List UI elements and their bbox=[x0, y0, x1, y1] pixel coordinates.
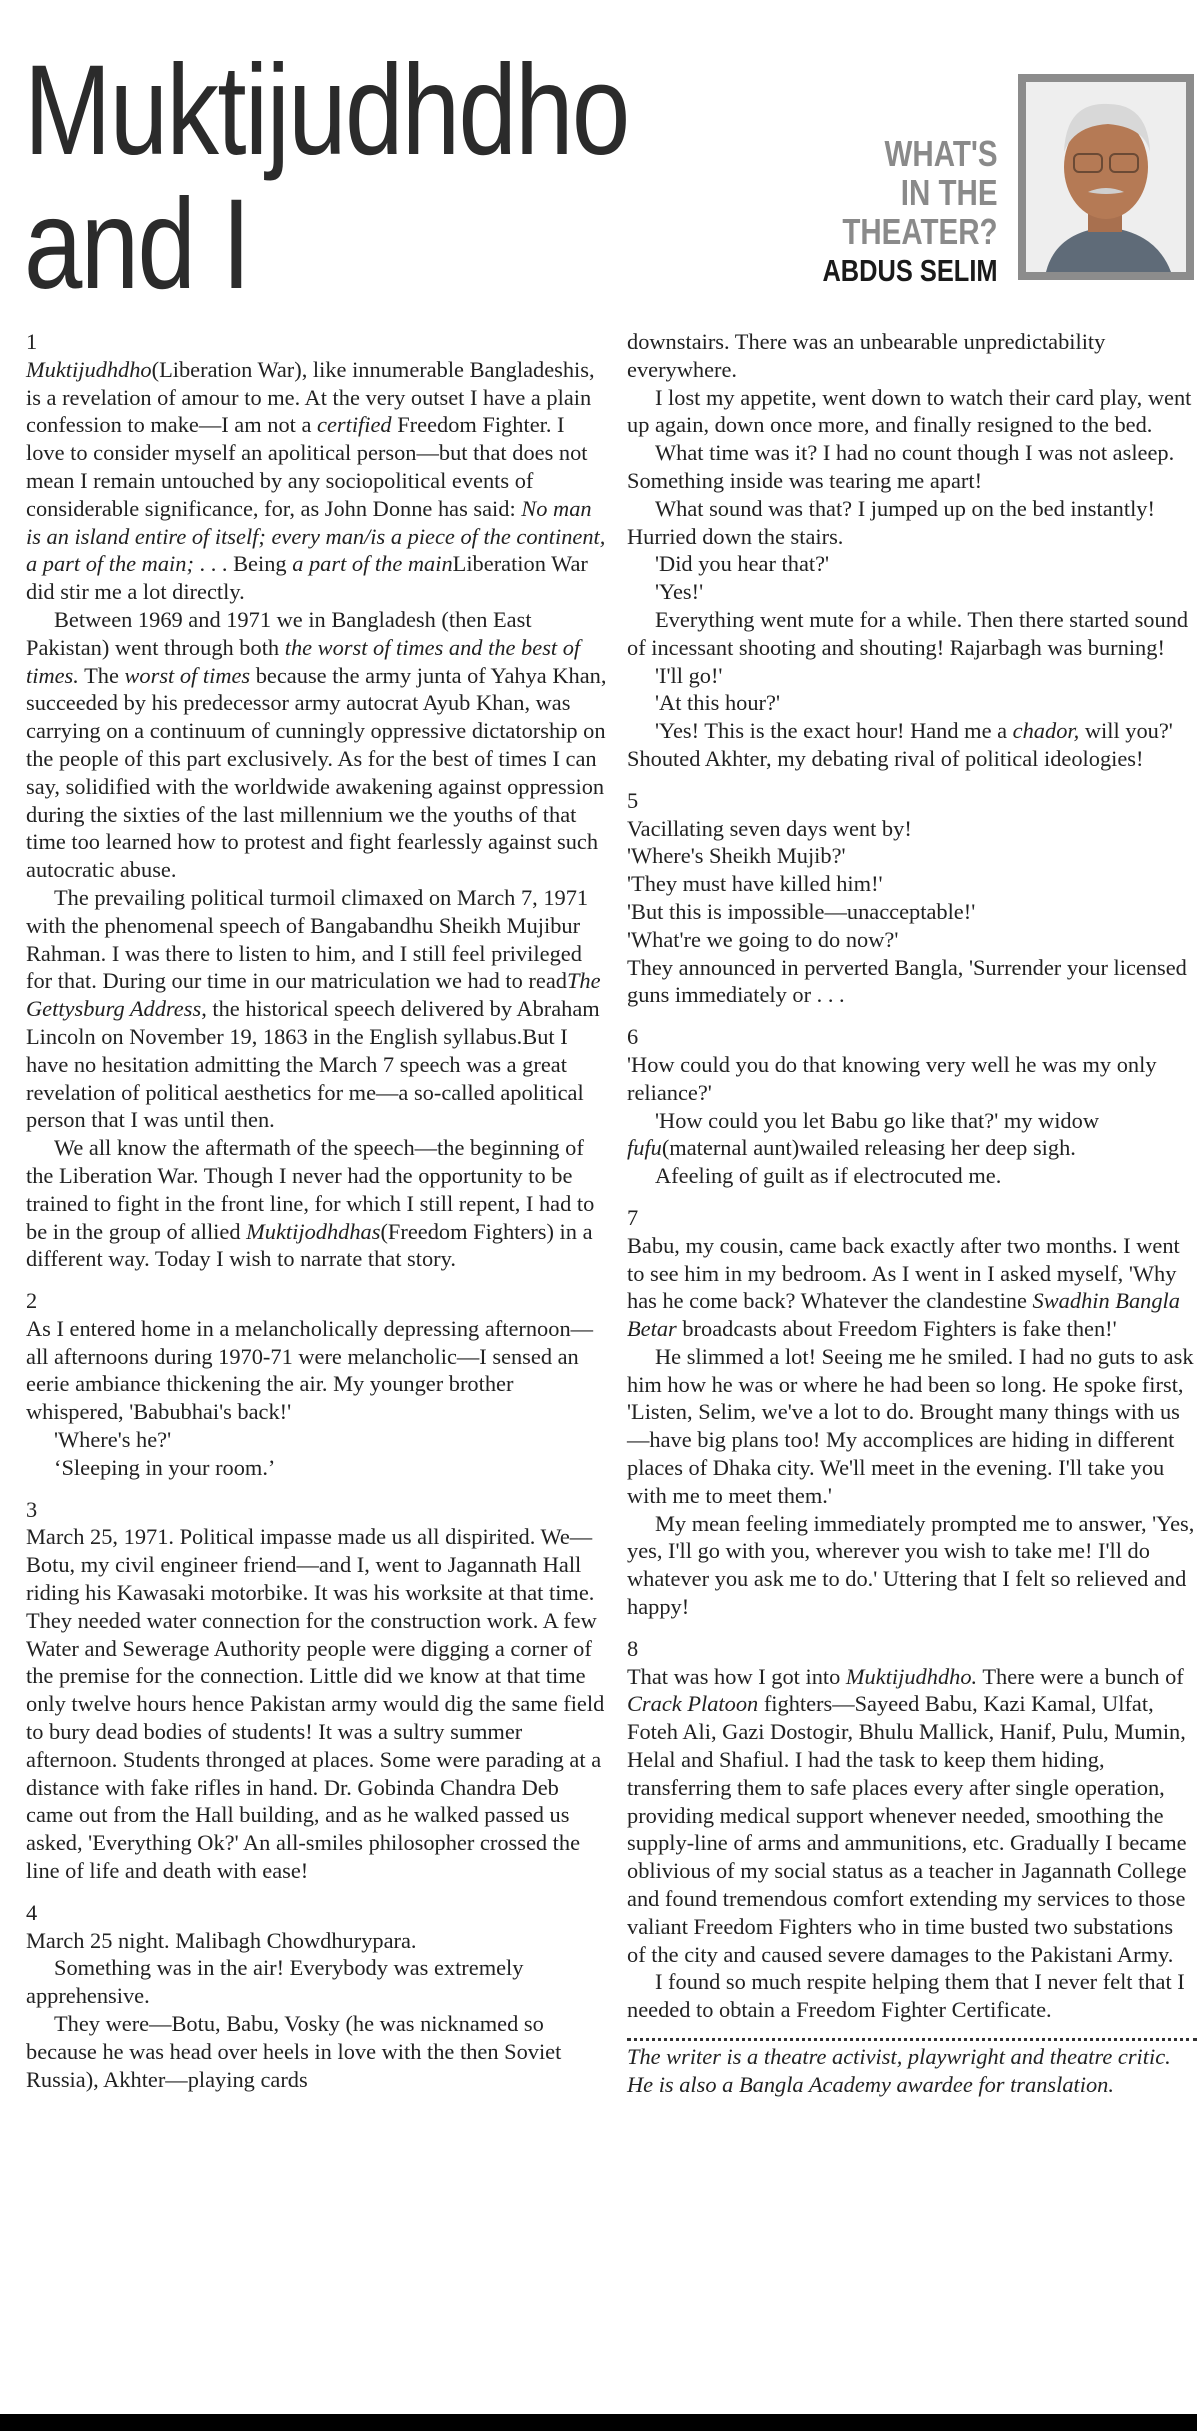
article-paragraph bbox=[627, 606, 1197, 662]
article-paragraph bbox=[627, 662, 1197, 690]
bottom-bar bbox=[0, 2414, 1197, 2431]
article-paragraph bbox=[627, 1663, 1197, 1969]
article-paragraph bbox=[26, 2010, 608, 2093]
text-run: The bbox=[78, 662, 125, 688]
column-label-line-2: IN THE bbox=[901, 172, 998, 213]
italic-text: the worst of times and the best of times. bbox=[26, 634, 581, 688]
section-number: 6 bbox=[627, 1024, 639, 1050]
article-paragraph bbox=[627, 926, 1197, 954]
text-run: March 25 night. Malibagh Chowdhurypara. bbox=[26, 1927, 417, 1953]
text-run: , the historical speech delivered by Abraham Lincoln on November 19, 1863 in the English syllabus.But I have no hesitation admitting the March 7 speech was a great revelation of political aesthetics for me—a so-called apolitical person that I was until then. bbox=[26, 996, 600, 1133]
article-paragraph bbox=[627, 717, 1197, 773]
text-run: My mean feeling immediately prompted me to answer, 'Yes, yes, I'll go with you, wherever you wish to take me! I'll do whatever you ask me to do.' Uttering that I felt so relieved and happy! bbox=[627, 1510, 1195, 1620]
article-paragraph bbox=[627, 578, 1197, 606]
text-run: 'Yes!' bbox=[655, 579, 704, 605]
headline bbox=[24, 39, 629, 316]
text-run: I lost my appetite, went down to watch their card play, went up again, down once more, and finally resigned to the bed. bbox=[627, 384, 1192, 438]
text-run: 'Where's he?' bbox=[54, 1427, 172, 1453]
italic-text: certified bbox=[317, 412, 392, 438]
article-paragraph bbox=[26, 1523, 608, 1884]
section-number: 5 bbox=[627, 787, 639, 813]
headline-line-2: and I bbox=[24, 173, 250, 316]
section-number: 3 bbox=[26, 1496, 38, 1522]
article-paragraph bbox=[627, 439, 1197, 495]
article-paragraph bbox=[26, 1134, 608, 1273]
text-run: downstairs. There was an unbearable unpredictability everywhere. bbox=[627, 329, 1106, 382]
italic-text: chador, bbox=[1012, 718, 1080, 744]
author-portrait-image bbox=[1026, 82, 1186, 272]
text-run: I found so much respite helping them that I never felt that I needed to obtain a Freedom Fighter Certificate. bbox=[627, 1969, 1185, 2023]
text-run: Vacillating seven days went by! bbox=[627, 815, 912, 841]
article-paragraph bbox=[627, 1510, 1197, 1621]
text-run: 'I'll go!' bbox=[655, 662, 723, 688]
text-run: Liberation War did stir me a lot directly. bbox=[26, 551, 588, 605]
text-run: 'Where's Sheikh Mujib?' bbox=[627, 843, 846, 869]
article-column-right bbox=[627, 328, 1197, 2099]
article-paragraph bbox=[627, 1162, 1197, 1190]
text-run: 'They must have killed him!' bbox=[627, 871, 883, 897]
author-bio: The writer is a theatre activist, playwright and theatre critic. He is also a Bangla Academy awardee for translation. bbox=[627, 2044, 1171, 2097]
article-paragraph bbox=[627, 1343, 1197, 1510]
article-paragraph bbox=[627, 550, 1197, 578]
article-column-left bbox=[26, 328, 608, 2093]
text-run: (Freedom Fighters) in a different way. Today I wish to narrate that story. bbox=[26, 1218, 593, 1272]
section-number: 1 bbox=[26, 329, 38, 354]
italic-text: a part of the main bbox=[292, 551, 453, 577]
article-paragraph bbox=[627, 384, 1197, 440]
text-run: (Liberation War), like innumerable Bangladeshis, is a revelation of amour to me. At the very outset I have a plain confession to make—I am not a bbox=[26, 356, 595, 438]
author-photo bbox=[1018, 74, 1194, 280]
text-run: 'How could you do that knowing very well he was my only reliance?' bbox=[627, 1051, 1157, 1105]
text-run: Freedom Fighter. I love to consider myself an apolitical person—but that does not mean I remain untouched by any sociopolitical events of considerable significance, for, as John Donne has said: bbox=[26, 412, 588, 521]
article-paragraph bbox=[627, 815, 1197, 843]
text-run: 'What're we going to do now?' bbox=[627, 926, 899, 952]
article-paragraph bbox=[26, 1454, 608, 1482]
article-paragraph bbox=[627, 842, 1197, 870]
article-paragraph bbox=[627, 1232, 1197, 1343]
text-run: Between 1969 and 1971 we in Bangladesh (then East Pakistan) went through both bbox=[26, 606, 532, 660]
text-run: will you?' Shouted Akhter, my debating rival of political ideologies! bbox=[627, 718, 1173, 771]
text-run: 'Yes! This is the exact hour! Hand me a bbox=[655, 718, 1013, 744]
article-paragraph bbox=[627, 689, 1197, 717]
text-run: We all know the aftermath of the speech—the beginning of the Liberation War. Though I never had the opportunity to be trained to fight in the front line, for which I still repent, I had to be in the group of allied bbox=[26, 1135, 595, 1244]
article-paragraph bbox=[627, 1107, 1197, 1163]
text-run: He slimmed a lot! Seeing me he smiled. I had no guts to ask him how he was or where he had been so long. He spoke first, 'Listen, Selim, we've a lot to do. Brought many things with us—have big plans too! My accomplices are hiding in different places of Dhaka city. We'll meet in the evening. I'll take you with me to meet them.' bbox=[627, 1343, 1194, 1508]
italic-text: Muktijodhdhas bbox=[246, 1218, 381, 1244]
italic-text: No man is an island entire of itself; every man/is a piece of the continent, a part of the main; bbox=[26, 495, 606, 577]
column-label bbox=[823, 134, 998, 289]
section-number: 4 bbox=[26, 1899, 38, 1925]
text-run: There were a bunch of bbox=[977, 1663, 1184, 1689]
text-run: As I entered home in a melancholically depressing afternoon—all afternoons during 1970-71 were melancholic—I sensed an eerie ambiance thickening the air. My younger brother whispered, 'Babubhai's back!' bbox=[26, 1315, 594, 1425]
article-paragraph bbox=[26, 356, 608, 606]
article-paragraph bbox=[26, 1954, 608, 2010]
text-run: March 25, 1971. Political impasse made us all dispirited. We—Botu, my civil engineer friend—and I, went to Jagannath Hall riding his Kawasaki motorbike. It was his worksite at that time. They needed water connection for the construction work. A few Water and Sewerage Authority people were digging a corner of the premise for the connection. Little did we know at that time only twelve hours hence Pakistan army would dig the same field to bury dead bodies of students! It was a sultry summer afternoon. Students thronged at places. Some were parading at a distance with fake rifles in hand. Dr. Gobinda Chandra Deb came out from the Hall building, and as he walked passed us asked, 'Everything Ok?' An all-smiles philosopher crossed the line of life and death with ease! bbox=[26, 1524, 605, 1884]
article-paragraph bbox=[26, 606, 608, 884]
article-paragraph bbox=[26, 1426, 608, 1454]
headline-line-1: Muktijudhdho bbox=[24, 39, 629, 182]
article-paragraph bbox=[627, 1051, 1197, 1107]
article-paragraph bbox=[627, 1968, 1197, 2024]
text-run: Everything went mute for a while. Then there started sound of incessant shooting and shouting! Rajarbagh was burning! bbox=[627, 606, 1189, 660]
text-run: What sound was that? I jumped up on the bed instantly! Hurried down the stairs. bbox=[627, 495, 1155, 549]
text-run: 'At this hour?' bbox=[655, 690, 780, 716]
text-run: Afeeling of guilt as if electrocuted me. bbox=[655, 1163, 1002, 1189]
section-number: 7 bbox=[627, 1204, 639, 1230]
text-run: 'Did you hear that?' bbox=[655, 551, 830, 577]
section-number: 2 bbox=[26, 1288, 38, 1314]
text-run: Babu, my cousin, came back exactly after two months. I went to see him in my bedroom. As I went in I asked myself, 'Why has he come back? Whatever the clandestine bbox=[627, 1232, 1180, 1314]
text-run: . . . Being bbox=[193, 551, 293, 577]
dotted-divider bbox=[627, 2038, 1197, 2041]
italic-text: Crack Platoon bbox=[627, 1691, 759, 1717]
section-number: 8 bbox=[627, 1635, 639, 1661]
text-run: The prevailing political turmoil climaxed on March 7, 1971 with the phenomenal speech of Bangabandhu Sheikh Mujibur Rahman. I was there to listen to him, and I still feel privileged for that. During our time in our matriculation we had to read bbox=[26, 884, 589, 994]
text-run: What time was it? I had no count though I was not asleep. Something inside was tearing me apart! bbox=[627, 440, 1175, 493]
italic-text: The Gettysburg Address bbox=[26, 968, 601, 1022]
text-run: 'How could you let Babu go like that?' my widow bbox=[655, 1107, 1099, 1133]
text-run: They were—Botu, Babu, Vosky (he was nicknamed so because he was head over heels in love with the then Soviet Russia), Akhter—playing cards bbox=[26, 2011, 562, 2092]
author-byline: ABDUS SELIM bbox=[822, 253, 998, 288]
text-run: That was how I got into bbox=[627, 1663, 846, 1689]
article-paragraph bbox=[26, 884, 608, 1134]
article-paragraph bbox=[26, 1315, 608, 1426]
column-label-line-3: THEATER? bbox=[842, 211, 998, 252]
italic-text: worst of times bbox=[124, 662, 251, 688]
article-paragraph bbox=[627, 870, 1197, 898]
text-run: (maternal aunt)wailed releasing her deep sigh. bbox=[661, 1135, 1076, 1161]
text-run: Something was in the air! Everybody was extremely apprehensive. bbox=[26, 1955, 524, 2009]
text-run: ‘Sleeping in your room.’ bbox=[54, 1454, 276, 1480]
text-run: broadcasts about Freedom Fighters is fake then!' bbox=[676, 1316, 1117, 1342]
text-run: because the army junta of Yahya Khan, succeeded by his predecessor army autocrat Ayub Khan, was carrying on a continuum of cunningly oppressive dictatorship on the people of this part exclusively. As for the best of times I can say, solidified with the worldwide awakening against oppression during the sixties of the last millennium we the youths of that time too learned how to protest and fight fearlessly against such autocratic abuse. bbox=[26, 662, 607, 883]
column-label-line-1: WHAT'S bbox=[884, 133, 998, 174]
article-paragraph bbox=[627, 495, 1197, 551]
article-paragraph bbox=[627, 898, 1197, 926]
article-paragraph bbox=[627, 328, 1197, 384]
text-run: fighters—Sayeed Babu, Kazi Kamal, Ulfat, Foteh Ali, Gazi Dostogir, Bhulu Mallick, Hanif, Pulu, Mumin, Helal and Shafiul. I had the task to keep them hiding, transferring them to safe places every after single operation, providing medical support whenever needed, smoothing the supply-line of arms and ammunitions, etc. Gradually I became oblivious of my social status as a teacher in Jagannath College and found tremendous comfort extending my services to those valiant Freedom Fighters who in time busted two substations of the city and caused severe damages to the Pakistani Army. bbox=[627, 1691, 1187, 1967]
italic-text: Muktijudhdho bbox=[26, 356, 152, 382]
text-run: 'But this is impossible—unacceptable!' bbox=[627, 898, 976, 924]
article-paragraph bbox=[26, 1927, 608, 1955]
article-paragraph bbox=[627, 954, 1197, 1010]
italic-text: Swadhin Bangla Betar bbox=[627, 1288, 1180, 1342]
italic-text: fufu bbox=[627, 1135, 662, 1161]
text-run: They announced in perverted Bangla, 'Surrender your licensed guns immediately or . . . bbox=[627, 954, 1187, 1008]
italic-text: Muktijudhdho. bbox=[845, 1663, 978, 1689]
